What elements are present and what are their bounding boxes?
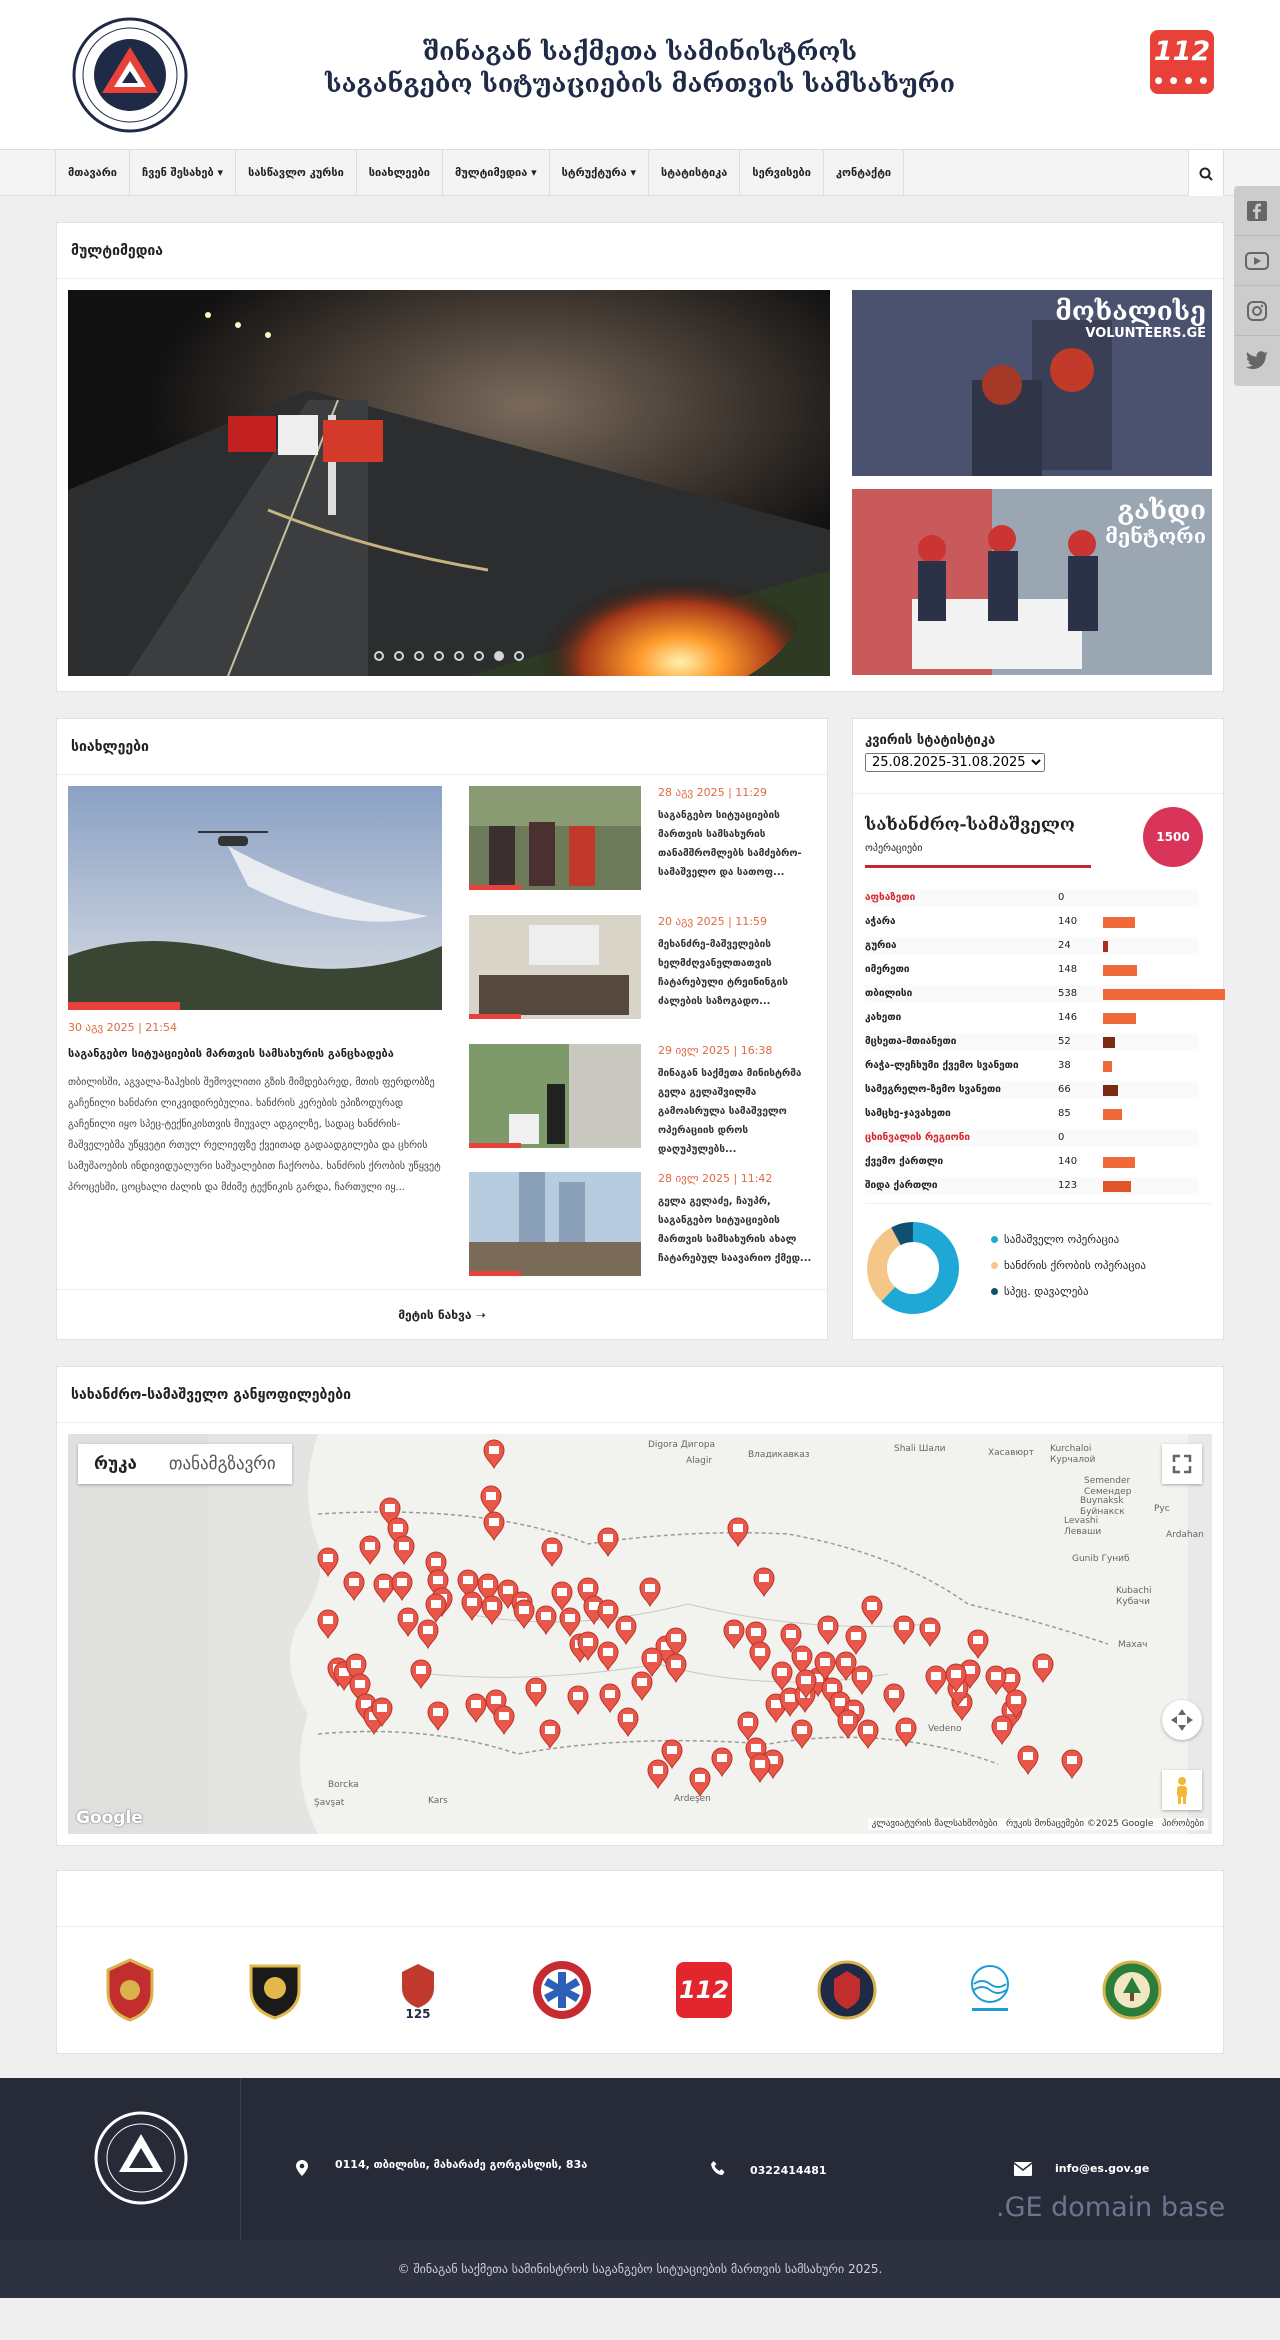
stat-region: აფხაზეთი (865, 892, 916, 903)
map-place-label: Kars (428, 1796, 448, 1806)
map-place-label: Buynaksk Буйнакск (1080, 1496, 1125, 1517)
stat-region: მცხეთა-მთიანეთი (865, 1036, 957, 1047)
stat-bar (1103, 1181, 1131, 1192)
stat-row (865, 1177, 1199, 1195)
map-place-label: Şavşat (314, 1798, 345, 1808)
map-title: სახანძრო-სამაშველო განყოფილებები (57, 1367, 1223, 1423)
stat-value: 85 (1058, 1108, 1071, 1119)
volunteers-banner[interactable] (852, 290, 1212, 476)
map-tab[interactable]: რუკა (94, 1454, 137, 1474)
main-nav (0, 150, 1280, 196)
map-place-label: Digora Дигора (648, 1440, 716, 1450)
stat-bar (1103, 965, 1137, 976)
phone-icon (710, 2160, 727, 2177)
footer-emblem-icon[interactable] (93, 2110, 189, 2206)
keyboard-shortcuts-link[interactable]: კლავიატურის მალსახმობები (871, 1819, 998, 1829)
water-agency-logo-icon[interactable] (956, 1956, 1024, 2024)
nav-item[interactable]: სტატისტიკა (649, 150, 740, 196)
multimedia-title: მულტიმედია (57, 223, 1223, 279)
stat-region: შიდა ქართლი (865, 1180, 938, 1191)
stat-value: 140 (1058, 916, 1078, 927)
emergency-112-badge[interactable]: 112 ● ● ● ● (1150, 30, 1214, 94)
legend-item (991, 1285, 1089, 1298)
stat-region: იმერეთი (865, 964, 910, 975)
map-place-label: Владикавказ (748, 1450, 810, 1460)
facebook-icon[interactable] (1234, 186, 1280, 236)
news-thumbnail (469, 915, 641, 1019)
news-title: გელა გელაძე, ჩაუპრ, საგანგებო სიტუაციების მართვის სამსახურის ახალ ჩატარებულ საავარიო ქმედ... (658, 1196, 812, 1264)
map-place-label: Хасавюрт (988, 1448, 1034, 1458)
stat-bar (1103, 917, 1135, 928)
fullscreen-icon (1162, 1444, 1202, 1484)
pegman-icon (1162, 1770, 1202, 1810)
email-icon (1014, 2162, 1032, 2176)
news-title: მეხანძრე-მაშველების ხელმძღვანელთათვის ჩატარებული ტრეინინგის ძალების საზოგადო... (658, 939, 788, 1007)
divider (865, 1203, 1211, 1204)
news-date: 28 აგვ 2025 | 11:29 (658, 786, 768, 799)
legend-item (991, 1233, 1119, 1246)
site-header (0, 0, 1280, 150)
slider-dot[interactable] (474, 651, 484, 661)
map-place-label: Kurchaloi Курчалой (1050, 1444, 1096, 1465)
map-place-label: Рус (1154, 1504, 1170, 1514)
emergency-112-logo-icon[interactable] (670, 1956, 738, 2024)
news-thumbnail (469, 1044, 641, 1148)
stat-value: 38 (1058, 1060, 1071, 1071)
domain-watermark: .GE domain base (996, 2192, 1226, 2223)
page-title: შინაგან საქმეთა სამინისტროს საგანგებო სიტუაციების მართვის სამსახური (325, 37, 955, 98)
divider (853, 793, 1223, 794)
more-news-link[interactable]: მეტის ნახვა ➝ (57, 1289, 827, 1339)
copyright-bar (0, 2240, 1280, 2298)
stats-heading: სახანძრო-სამაშველო (865, 815, 1075, 835)
stat-bar (1103, 1109, 1122, 1120)
map-canvas[interactable] (68, 1434, 1212, 1834)
operations-donut-chart (863, 1218, 963, 1318)
nav-item[interactable]: ჩვენ შესახებ ▾ (130, 150, 236, 196)
stat-bar (1103, 941, 1108, 952)
nav-list (55, 150, 904, 196)
map-place-label: Ardeşen (674, 1794, 711, 1804)
slider-dot[interactable] (494, 651, 504, 661)
stat-value: 0 (1058, 892, 1065, 903)
footer-divider (240, 2078, 241, 2240)
youtube-icon[interactable] (1234, 236, 1280, 286)
news-title: საგანგებო სიტუაციების მართვის სამსახურის თანამშრომლებს სამძებრო-სამაშველო და სათოფ... (658, 810, 802, 878)
slider-dots (68, 650, 830, 664)
stat-row (865, 1033, 1199, 1051)
legend-dot-icon (991, 1288, 998, 1295)
mentor-label: გახდი მენტორი (1105, 496, 1206, 548)
svg-text:112: 112 (678, 1976, 730, 2004)
stat-value: 0 (1058, 1132, 1065, 1143)
news-item[interactable] (469, 915, 815, 1025)
stats-title: კვირის სტატისტიკა (865, 733, 996, 748)
stat-region: თბილისი (865, 988, 913, 999)
featured-news-date: 30 აგვ 2025 | 21:54 (68, 1021, 178, 1034)
slider-dot[interactable] (414, 651, 424, 661)
partners-header (57, 1871, 1223, 1927)
stat-row (865, 1153, 1199, 1171)
partners-panel (56, 1870, 1224, 2054)
search-icon (1199, 167, 1213, 181)
agency-emblem-icon[interactable] (70, 17, 190, 133)
fullscreen-button[interactable] (1162, 1444, 1202, 1484)
legend-dot-icon (991, 1262, 998, 1269)
legend-item (991, 1259, 1146, 1272)
svg-text:125: 125 (405, 2007, 431, 2021)
news-thumbnail (469, 786, 641, 890)
stat-bar (1103, 989, 1225, 1000)
week-range-select[interactable] (865, 753, 1045, 772)
volunteers-label: მოხალისე VOLUNTEERS.GE (1055, 297, 1206, 341)
police-emblem-icon[interactable] (96, 1956, 164, 2024)
map-type-control (78, 1444, 292, 1484)
footer-email[interactable]: info@es.gov.ge (1055, 2162, 1150, 2175)
stat-value: 52 (1058, 1036, 1071, 1047)
anniversary-125-icon[interactable] (384, 1956, 452, 2024)
stat-row (865, 1081, 1199, 1099)
stat-row (865, 985, 1199, 1003)
map-data-link[interactable]: რუკის მონაცემები ©2025 Google (1005, 1819, 1154, 1829)
news-item[interactable] (469, 1044, 815, 1154)
fire-scene-image (68, 290, 830, 676)
stat-value: 123 (1058, 1180, 1078, 1191)
helicopter-photo (68, 786, 442, 1010)
stat-row (865, 1009, 1199, 1027)
social-bar (1234, 186, 1280, 386)
stat-value: 24 (1058, 940, 1071, 951)
nav-item[interactable]: კონტაქტი (824, 150, 904, 196)
nav-item[interactable]: სიახლეები (357, 150, 443, 196)
total-badge: 1500 (1143, 807, 1203, 867)
stat-region: სამეგრელო-ზემო სვანეთი (865, 1084, 1001, 1095)
nav-item[interactable]: სტრუქტურა ▾ (550, 150, 649, 196)
slider-dot[interactable] (514, 651, 524, 661)
stat-region: ცხინვალის რეგიონი (865, 1132, 971, 1143)
stat-bar (1103, 1061, 1112, 1072)
street-view-button[interactable] (1162, 1770, 1202, 1810)
nav-item[interactable]: მულტიმედია ▾ (443, 150, 550, 196)
stat-row (865, 1105, 1199, 1123)
news-thumbnail (469, 1172, 641, 1276)
stat-region: გურია (865, 940, 897, 951)
stat-bar (1103, 1157, 1135, 1168)
rotate-control[interactable] (1162, 1700, 1202, 1740)
news-date: 20 აგვ 2025 | 11:59 (658, 915, 768, 928)
stat-value: 140 (1058, 1156, 1078, 1167)
stat-bar (1103, 1037, 1115, 1048)
stat-region: სამცხე-ჯავახეთი (865, 1108, 951, 1119)
defense-emblem-icon[interactable] (813, 1956, 881, 2024)
stat-region: რაჭა-ლეჩხუმი ქვემო სვანეთი (865, 1060, 1019, 1071)
stats-subheading: ოპერაციები (865, 843, 923, 854)
slider-dot[interactable] (394, 651, 404, 661)
news-title: შინაგან საქმეთა მინისტრმა გელა გელაშვილმა გამოასრულა სამაშველო ოპერაციის დროს დაღუპულებს... (658, 1068, 802, 1155)
map-place-label: Borcka (328, 1780, 359, 1790)
map-place-label: Alagir (686, 1456, 713, 1466)
news-item[interactable] (469, 1172, 815, 1282)
stat-row (865, 913, 1199, 931)
map-place-label: Semender Семендер (1084, 1476, 1132, 1497)
map-place-label: Shali Шали (894, 1444, 946, 1454)
stat-value: 66 (1058, 1084, 1071, 1095)
stat-value: 148 (1058, 964, 1078, 975)
copyright-text: © შინაგან საქმეთა სამინისტროს საგანგებო სიტუაციების მართვის სამსახური 2025. (397, 2262, 883, 2276)
footer-address: 0114, თბილისი, მახარაძე გორგასლის, 83ა (335, 2158, 588, 2171)
google-logo: Google (76, 1808, 143, 1828)
stat-value: 146 (1058, 1012, 1078, 1023)
legend-dot-icon (991, 1236, 998, 1243)
guard-emblem-icon[interactable] (241, 1956, 309, 2024)
featured-news-image[interactable] (68, 786, 442, 1010)
stat-row (865, 1057, 1199, 1075)
map-place-label: Kubachi Кубачи (1116, 1586, 1152, 1607)
nav-item[interactable]: სერვისები (740, 150, 824, 196)
slider-dot[interactable] (454, 651, 464, 661)
stat-bar (1103, 1013, 1136, 1024)
footer-phone[interactable]: 0322414481 (750, 2164, 827, 2177)
legend-label: ხანძრის ქრობის ოპერაცია (1004, 1259, 1146, 1272)
stat-value: 538 (1058, 988, 1078, 999)
map-place-label: Ardahan (1166, 1530, 1204, 1540)
stations-map[interactable] (68, 1434, 1212, 1834)
stat-row (865, 937, 1199, 955)
twitter-icon[interactable] (1234, 336, 1280, 386)
stat-region: ქვემო ქართლი (865, 1156, 944, 1167)
legend-label: სამაშველო ოპერაცია (1004, 1233, 1120, 1246)
news-date: 29 ივლ 2025 | 16:38 (658, 1044, 773, 1057)
nav-item[interactable]: მთავარი (56, 150, 130, 196)
legend-label: სპეც. დავალება (1004, 1285, 1089, 1298)
instagram-icon[interactable] (1234, 286, 1280, 336)
stat-row (865, 1129, 1199, 1147)
compass-icon (1162, 1700, 1202, 1740)
featured-news-headline[interactable]: საგანგებო სიტუაციების მართვის სამსახურის განცხადება (68, 1047, 394, 1060)
news-item[interactable] (469, 786, 815, 896)
map-place-label: Vedeno (928, 1724, 962, 1734)
featured-news-body: თბილისში, აგვალა-ზაჰესის შემოვლითი გზის მიმდებარედ, მთის ფერდობზე გაჩენილი ხანძარი ლიკვიდირებულია. ხანძრის კერების ეპიზოდურად გაჩენილი იყო სპეც-ტექნიკისთვის მიუვალ ადგილზე, სადაც ხანძრის-მაშველებმა უწყვეტი რთულ რელიეფზე ქვეითად გადაადგილება და ცხრის სამუშაოების ინდივიდუალური საშუალებით ჩაქრობა. ხანძრის ქრობის უწყვეტ პროცესში, ცოცხალი ძალის და მძიმე ტექნიკის გარდა, ჩართული იყ... (68, 1077, 441, 1193)
stat-region: კახეთი (865, 1012, 902, 1023)
stat-bar (1103, 1085, 1118, 1096)
hero-slider[interactable] (68, 290, 830, 676)
slider-dot[interactable] (374, 651, 384, 661)
nav-item[interactable]: სასწავლო კურსი (236, 150, 357, 196)
dots-icon: ● ● ● ● (1154, 76, 1210, 86)
stat-row (865, 961, 1199, 979)
ambulance-emblem-icon[interactable] (528, 1956, 596, 2024)
news-date: 28 ივლ 2025 | 11:42 (658, 1172, 773, 1185)
forestry-emblem-icon[interactable] (1098, 1956, 1166, 2024)
stat-region: აჭარა (865, 916, 896, 927)
slider-dot[interactable] (434, 651, 444, 661)
location-icon (295, 2159, 309, 2177)
stats-panel (852, 718, 1224, 1340)
stat-row (865, 889, 1199, 907)
satellite-tab[interactable]: თანამგზავრი (168, 1454, 276, 1474)
news-title: სიახლეები (57, 719, 827, 775)
search-button[interactable] (1188, 150, 1224, 196)
map-place-label: Gunib Гуниб (1072, 1554, 1130, 1564)
stats-underline (865, 865, 1091, 868)
mentor-banner[interactable] (852, 489, 1212, 675)
map-footer (868, 1818, 1208, 1830)
map-place-label: Levashi Леваши (1064, 1516, 1102, 1537)
terms-link[interactable]: პირობები (1161, 1819, 1204, 1829)
map-place-label: Mахач (1118, 1640, 1148, 1650)
